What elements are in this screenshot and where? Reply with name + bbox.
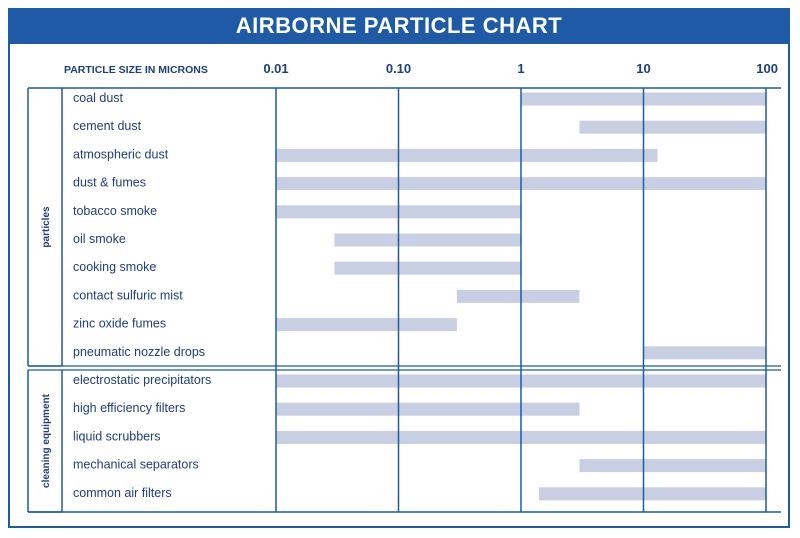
range-bar (276, 149, 657, 162)
category-label: oil smoke (73, 232, 126, 246)
range-bar (276, 403, 579, 416)
group-label: cleaning equipment (41, 394, 52, 488)
x-tick-label: 1 (517, 61, 525, 76)
range-bar (579, 121, 766, 134)
category-label: cooking smoke (73, 260, 157, 275)
chart-title: AIRBORNE PARTICLE CHART (235, 13, 563, 38)
category-label: cement dust (73, 119, 142, 134)
x-tick-label: 100 (756, 61, 778, 76)
category-label: tobacco smoke (73, 203, 158, 218)
range-bar (334, 234, 521, 247)
category-label: electrostatic precipitators (73, 373, 212, 387)
category-label: liquid scrubbers (73, 429, 161, 444)
range-bar (539, 487, 766, 500)
category-label: mechanical separators (73, 457, 199, 472)
range-bar (276, 318, 457, 331)
x-tick-label: 0.10 (385, 61, 412, 76)
range-bar (644, 346, 767, 359)
x-axis-label: PARTICLE SIZE IN MICRONS (64, 64, 208, 76)
category-label: pneumatic nozzle drops (73, 344, 206, 359)
x-tick-label: 0.01 (263, 61, 289, 76)
category-label: atmospheric dust (73, 147, 169, 162)
category-label: zinc oxide fumes (73, 316, 167, 331)
category-label: contact sulfuric mist (73, 288, 183, 303)
group-label: particles (41, 206, 52, 248)
range-bar (457, 290, 580, 303)
category-label: coal dust (73, 91, 124, 105)
category-label: common air filters (73, 485, 172, 500)
category-label: dust & fumes (73, 175, 146, 190)
category-label: high efficiency filters (73, 401, 186, 416)
range-bar (334, 262, 521, 275)
x-tick-label: 10 (636, 61, 651, 76)
range-bar (579, 459, 766, 472)
